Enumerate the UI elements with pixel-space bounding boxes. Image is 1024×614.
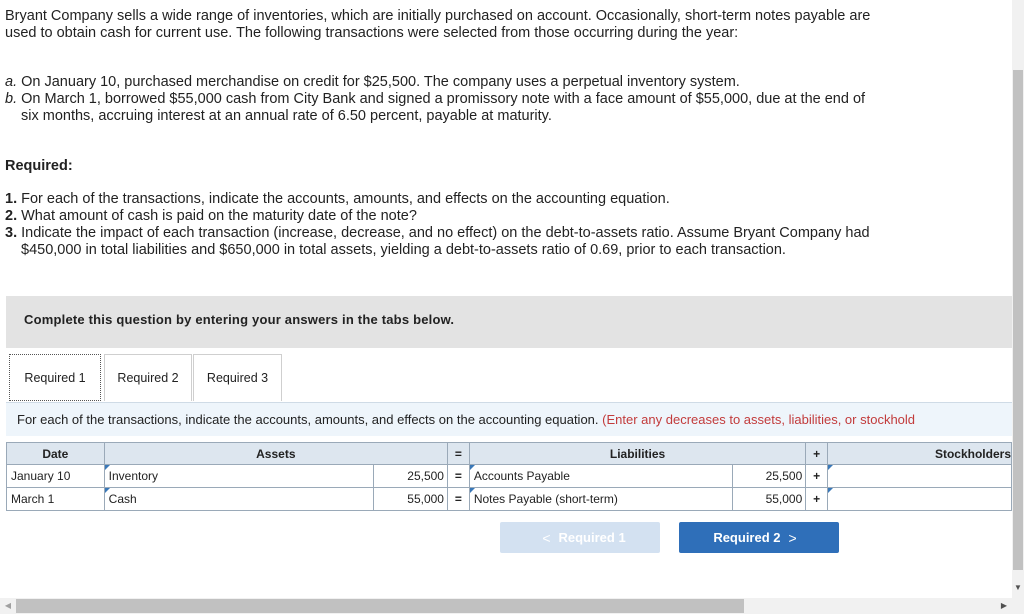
required-item-3-number: 3. bbox=[5, 225, 18, 241]
instructions-panel bbox=[6, 296, 1012, 348]
required-item-1 bbox=[5, 191, 1005, 208]
liability-account-select[interactable]: Accounts Payable bbox=[469, 465, 732, 488]
table-row bbox=[7, 488, 1012, 511]
table-row bbox=[7, 465, 1012, 488]
chevron-left-icon: < bbox=[542, 529, 551, 546]
transaction-b-continued: six months, accruing interest at an annual rate of 6.50 percent, payable at maturity. bbox=[21, 108, 552, 124]
tab-required-2[interactable]: Required 2 bbox=[104, 354, 192, 401]
vertical-scrollbar-thumb[interactable] bbox=[1013, 70, 1023, 570]
chevron-right-icon: > bbox=[788, 529, 797, 546]
header-stockholders-equity: Stockholders bbox=[828, 443, 1012, 465]
next-tab-label: Required 2 bbox=[713, 530, 781, 545]
transaction-b-text: On March 1, borrowed $55,000 cash from City Bank and signed a promissory note with a face amount of $55,000, due at the end of bbox=[21, 91, 866, 107]
asset-account-select[interactable]: Inventory bbox=[104, 465, 374, 488]
transaction-b bbox=[5, 91, 1005, 108]
equals-sign: = bbox=[447, 465, 469, 488]
plus-sign: + bbox=[806, 465, 828, 488]
required-item-1-number: 1. bbox=[5, 191, 18, 207]
required-item-2-text: What amount of cash is paid on the maturity date of the note? bbox=[21, 208, 417, 224]
tab-instruction-note: (Enter any decreases to assets, liabilities, or stockhold bbox=[602, 412, 916, 427]
tab-instruction bbox=[6, 402, 1012, 436]
header-plus: + bbox=[806, 443, 828, 465]
tab-required-1[interactable]: Required 1 bbox=[9, 354, 101, 401]
next-tab-button[interactable] bbox=[679, 522, 839, 553]
transaction-a bbox=[5, 74, 1005, 91]
scroll-right-arrow-icon[interactable]: ▶ bbox=[1000, 601, 1008, 610]
transaction-a-text: On January 10, purchased merchandise on credit for $25,500. The company uses a perpetual inventory system. bbox=[21, 74, 740, 90]
intro-line-1: Bryant Company sells a wide range of inventories, which are initially purchased on account. Occasionally, short-term notes payable are bbox=[5, 8, 871, 24]
asset-amount-input[interactable]: 25,500 bbox=[374, 465, 448, 488]
required-item-3-text: Indicate the impact of each transaction (increase, decrease, and no effect) on the debt-to-assets ratio. Assume Bryant Company had bbox=[21, 225, 870, 241]
transaction-a-letter: a. bbox=[5, 74, 18, 90]
accounting-equation-table bbox=[6, 442, 1012, 511]
scroll-down-arrow-icon[interactable]: ▼ bbox=[1014, 583, 1022, 592]
asset-account-select[interactable]: Cash bbox=[104, 488, 374, 511]
intro-text bbox=[5, 8, 1005, 42]
liability-amount-input[interactable]: 55,000 bbox=[732, 488, 806, 511]
liability-amount-input[interactable]: 25,500 bbox=[732, 465, 806, 488]
required-heading: Required: bbox=[5, 158, 73, 174]
asset-amount-input[interactable]: 55,000 bbox=[374, 488, 448, 511]
required-item-2 bbox=[5, 208, 1005, 225]
required-item-3-continued: $450,000 in total liabilities and $650,000 in total assets, yielding a debt-to-assets ratio of 0.69, prior to each transaction. bbox=[21, 242, 786, 258]
equals-sign: = bbox=[447, 488, 469, 511]
transaction-b-letter: b. bbox=[5, 91, 18, 107]
header-liabilities: Liabilities bbox=[469, 443, 805, 465]
table-header-row bbox=[7, 443, 1012, 465]
tab-required-3[interactable]: Required 3 bbox=[193, 354, 282, 401]
required-list bbox=[5, 191, 1005, 259]
transactions-list bbox=[5, 74, 1005, 125]
header-equals: = bbox=[447, 443, 469, 465]
plus-sign: + bbox=[806, 488, 828, 511]
row-date: January 10 bbox=[7, 465, 105, 488]
previous-tab-label: Required 1 bbox=[558, 530, 626, 545]
equity-account-select[interactable] bbox=[828, 488, 1012, 511]
required-item-1-text: For each of the transactions, indicate the accounts, amounts, and effects on the accounting equation. bbox=[21, 191, 670, 207]
tab-instruction-text: For each of the transactions, indicate the accounts, amounts, and effects on the accounting equation. bbox=[17, 412, 599, 427]
liability-account-select[interactable]: Notes Payable (short-term) bbox=[469, 488, 732, 511]
row-date: March 1 bbox=[7, 488, 105, 511]
equity-account-select[interactable] bbox=[828, 465, 1012, 488]
instructions-panel-text: Complete this question by entering your answers in the tabs below. bbox=[24, 312, 455, 327]
intro-line-2: used to obtain cash for current use. The following transactions were selected from those occurring during the year: bbox=[5, 25, 739, 41]
required-item-3 bbox=[5, 225, 1005, 242]
horizontal-scrollbar-thumb[interactable] bbox=[16, 599, 744, 613]
header-date: Date bbox=[7, 443, 105, 465]
previous-tab-button[interactable] bbox=[500, 522, 660, 553]
required-item-2-number: 2. bbox=[5, 208, 18, 224]
scroll-left-arrow-icon[interactable]: ◀ bbox=[4, 601, 12, 610]
header-assets: Assets bbox=[104, 443, 447, 465]
